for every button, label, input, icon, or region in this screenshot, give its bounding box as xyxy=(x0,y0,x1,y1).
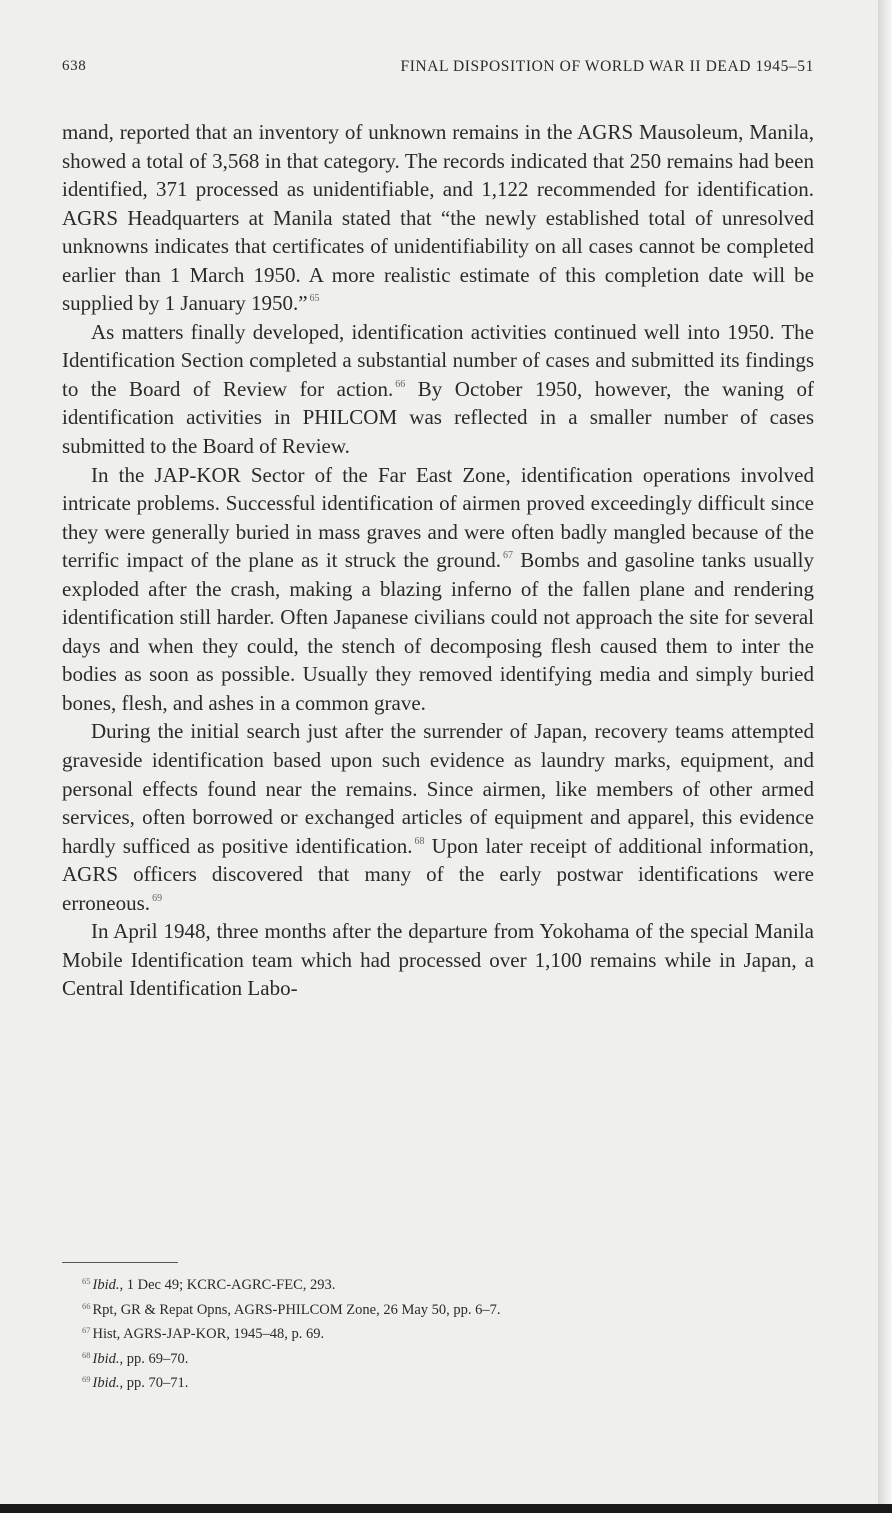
paragraph-text: As matters finally developed, identification activities continued well into 1950. The Identification Section completed a substantial number of cases and submitted its findings to the Board of Review for action. xyxy=(62,319,814,401)
paragraph-text: In April 1948, three months after the departure from Yokohama of the special Manila Mobile Identification team which had processed over 1,100 remains while in Japan, a Central Identification Labo- xyxy=(62,919,814,1001)
footnote-text: Rpt, GR & Repat Opns, AGRS-PHILCOM Zone, 26 May 50, pp. 6–7. xyxy=(92,1301,501,1318)
paragraph-text: By October 1950, however, the waning of identification activities in PHILCOM was reflected in a smaller number of cases submitted to the Board of Review. xyxy=(62,376,815,459)
page-gutter xyxy=(878,0,892,1513)
footnote-divider xyxy=(62,1262,178,1263)
running-header xyxy=(62,58,814,82)
footnote-ref: 66 xyxy=(395,378,406,390)
paragraph-text: During the initial search just after the surrender of Japan, recovery teams attempted graveside identification based upon such evidence as laundry marks, equipment, and personal effects found near the remains. Since airmen, like members of other armed services, often borrowed or exchanged articles of equipment and apparel, this evidence hardly sufficed as positive identification. xyxy=(62,719,814,858)
footnote-text: pp. 70–71. xyxy=(123,1375,189,1392)
paragraph-text: In the JAP-KOR Sector of the Far East Zone, identification operations involved intricate problems. Successful identification of airmen proved exceedingly difficult since they were generally buried in mass graves and were often badly mangled because of the terrific impact of the plane as it struck the ground. xyxy=(62,462,814,573)
footnote-ibid: Ibid., xyxy=(92,1350,124,1367)
footnote xyxy=(82,1296,802,1321)
paragraph-text: Bombs and gasoline tanks usually exploded after the crash, making a blazing inferno of the fallen plane and rendering identification still harder. Often Japanese civilians could not approach the site for several days and when they could, the stench of decomposing flesh caused them to inter the bodies as soon as possible. Usually they removed identifying media and simply buried bones, flesh, and ashes in a common grave. xyxy=(62,548,814,715)
page-number: 638 xyxy=(62,58,87,74)
footnote-number: 66 xyxy=(82,1300,91,1311)
footnote-number: 68 xyxy=(82,1349,91,1360)
paragraph xyxy=(62,461,814,718)
footnote xyxy=(82,1320,802,1345)
paragraph xyxy=(62,318,814,461)
footnotes xyxy=(82,1271,802,1394)
footnote-number: 69 xyxy=(82,1374,91,1385)
paragraph-text: mand, reported that an inventory of unknown remains in the AGRS Mausoleum, Manila, showed a total of 3,568 in that category. The records indicated that 250 remains had been identified, 371 processed as unidentifiable, and 1,122 recommended for identification. AGRS Headquarters at Manila stated that “the newly established total of unresolved unknowns indicates that certificates of unidentifiability on all cases cannot be completed earlier than 1 March 1950. A more realistic estimate of this completion date will be supplied by 1 January 1950.” xyxy=(62,120,814,316)
footnote-ref: 69 xyxy=(152,892,163,904)
footnote-ref: 65 xyxy=(309,293,320,305)
body-text xyxy=(62,118,814,1003)
paragraph xyxy=(62,917,814,1003)
paragraph xyxy=(62,118,814,318)
footnote-ref: 67 xyxy=(502,550,513,562)
scan-bottom-edge xyxy=(0,1504,892,1513)
footnote-text: pp. 69–70. xyxy=(123,1350,189,1367)
footnote xyxy=(82,1369,802,1394)
footnote-number: 65 xyxy=(82,1276,91,1286)
paragraph xyxy=(62,717,814,917)
footnote-ibid: Ibid., xyxy=(92,1375,124,1392)
running-title: FINAL DISPOSITION OF WORLD WAR II DEAD 1945–51 xyxy=(400,58,814,75)
footnote xyxy=(82,1271,802,1296)
footnote-number: 67 xyxy=(82,1325,91,1336)
footnote-text: Hist, AGRS-JAP-KOR, 1945–48, p. 69. xyxy=(92,1326,325,1343)
footnote-text: 1 Dec 49; KCRC-AGRC-FEC, 293. xyxy=(123,1277,336,1293)
paragraph-text: Upon later receipt of additional information, AGRS officers discovered that many of the early postwar identifications were erroneous. xyxy=(62,833,814,915)
footnote-ref: 68 xyxy=(414,835,425,847)
footnote-ibid: Ibid., xyxy=(92,1277,124,1293)
footnote xyxy=(82,1345,802,1370)
